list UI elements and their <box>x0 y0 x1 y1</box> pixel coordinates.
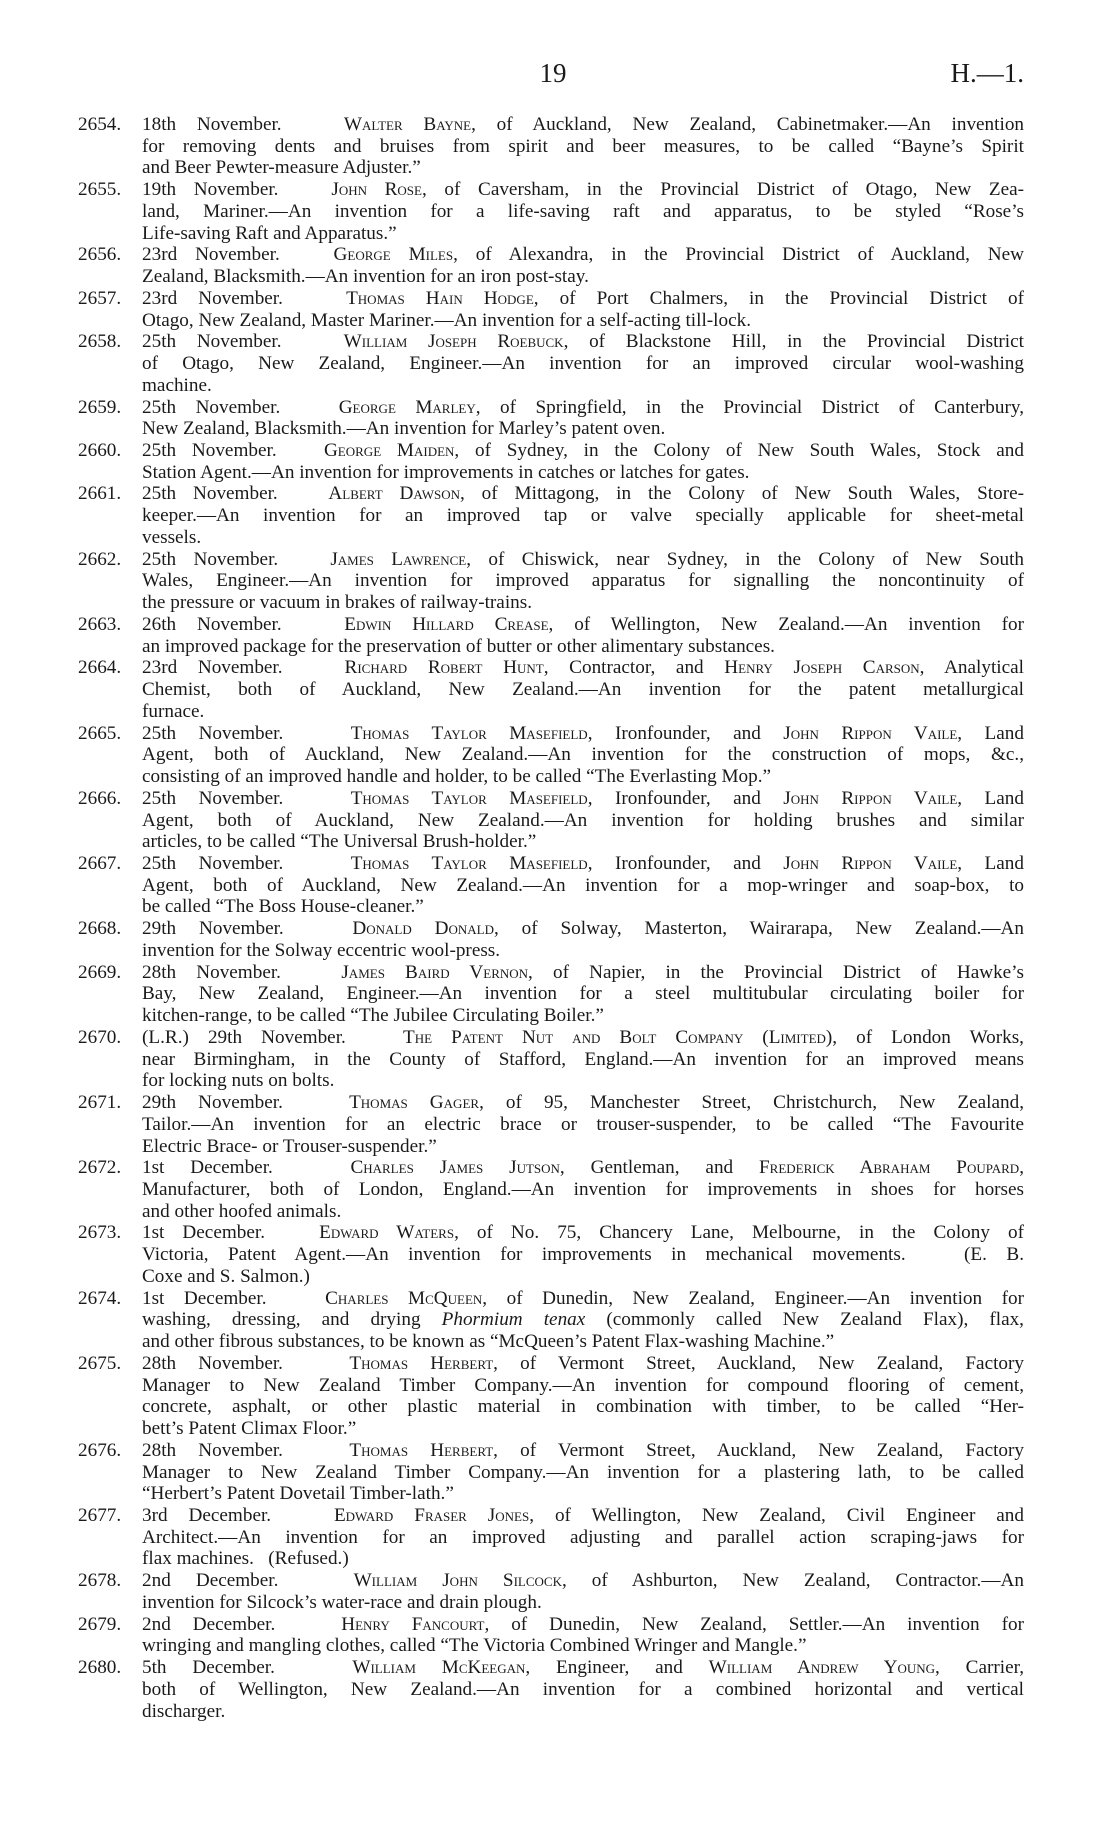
entry-line: concrete, asphalt, or other plastic material in combination with timber, to be called “Her- <box>142 1396 1024 1418</box>
applicant-name: Edward Fraser Jones <box>333 1505 530 1526</box>
entry-line: and other hoofed animals. <box>142 1200 342 1222</box>
entry-line: 2680. 5th December. William McKeegan, Engineer, and William Andrew Young, Carrier, <box>78 1657 1025 1679</box>
applicant-name: James Baird Vernon <box>341 961 529 983</box>
entry-number: 2673. <box>78 1222 122 1244</box>
entry-line: both of Wellington, New Zealand.—An invention for a combined horizontal and vertical <box>142 1678 1024 1700</box>
entry-line: 2658. 25th November. William Joseph Roebuck, of Blackstone Hill, in the Provincial District <box>78 331 1024 353</box>
applicant-name: John Rose <box>331 179 422 201</box>
applicant-name: William Joseph Roebuck <box>343 331 564 353</box>
entry-line: Electric Brace- or Trouser-suspender.” <box>142 1135 437 1157</box>
entry-line: Victoria, Patent Agent.—An invention for improvements in mechanical movements. (E. B. <box>142 1244 1024 1266</box>
entry-line: Otago, New Zealand, Master Mariner.—An invention for a self-acting till-lock. <box>142 309 752 331</box>
applicant-name: John Rippon Vaile <box>783 852 958 874</box>
patent-entry <box>0 614 1114 657</box>
patent-entry <box>0 1222 1114 1287</box>
applicant-name: Richard Robert Hunt <box>344 657 544 679</box>
entry-line: Coxe and S. Salmon.) <box>142 1265 310 1287</box>
entry-line: Zealand, Blacksmith.—An invention for an iron post-stay. <box>142 266 589 288</box>
applicant-name: William John Silcock <box>353 1570 562 1592</box>
applicant-name: Henry Fancourt <box>341 1613 485 1635</box>
entry-line: 2673. 1st December. Edward Waters, of No. 75, Chancery Lane, Melbourne, in the Colony of <box>78 1222 1024 1244</box>
entry-line: 2676. 28th November. Thomas Herbert, of Vermont Street, Auckland, New Zealand, Factory <box>78 1439 1024 1461</box>
applicant-name: Thomas Taylor Masefield <box>350 787 588 809</box>
patent-entry <box>0 723 1114 788</box>
patent-entry <box>0 1614 1114 1657</box>
entry-number: 2659. <box>78 396 122 418</box>
applicant-name: Charles McQueen <box>325 1287 483 1309</box>
entry-number: 2678. <box>78 1570 122 1592</box>
entry-line: wringing and mangling clothes, called “The Victoria Combined Wringer and Mangle.” <box>142 1635 807 1657</box>
entry-line: Wales, Engineer.—An invention for improved apparatus for signalling the noncontinuity of <box>142 570 1024 592</box>
patent-entry <box>0 440 1114 483</box>
entry-line: Life-saving Raft and Apparatus.” <box>142 222 397 244</box>
patent-entry <box>0 1505 1114 1570</box>
entry-line: flax machines. (Refused.) <box>142 1548 349 1570</box>
entry-line: machine. <box>142 374 212 396</box>
entry-line: the pressure or vacuum in brakes of railway-trains. <box>142 592 533 614</box>
patent-entry <box>0 1027 1114 1092</box>
entry-line: Station Agent.—An invention for improvements in catches or latches for gates. <box>142 461 750 483</box>
patent-entry <box>0 549 1114 614</box>
entry-line: 2660. 25th November. George Maiden, of Sydney, in the Colony of New South Wales, Stock and <box>78 440 1024 462</box>
applicant-name: Thomas Herbert <box>349 1352 494 1374</box>
entry-line: 2672. 1st December. Charles James Jutson, Gentleman, and Frederick Abraham Poupard, <box>78 1157 1024 1179</box>
entry-line: 2657. 23rd November. Thomas Hain Hodge, of Port Chalmers, in the Provincial District of <box>78 287 1024 309</box>
entry-number: 2665. <box>78 722 122 744</box>
entry-line: 2667. 25th November. Thomas Taylor Masefield, Ironfounder, and John Rippon Vaile, Land <box>78 852 1024 874</box>
entry-line: 2659. 25th November. George Marley, of Springfield, in the Provincial District of Canterbury, <box>78 396 1025 418</box>
applicant-name: John Rippon Vaile <box>783 722 958 744</box>
applicant-name: Donald Donald <box>352 918 494 940</box>
applicant-name: Walter Bayne <box>343 114 472 135</box>
entry-line: washing, dressing, and drying Phormium tenax (commonly called New Zealand Flax), flax, <box>142 1309 1024 1331</box>
entry-number: 2654. <box>78 114 122 135</box>
entry-line: 2662. 25th November. James Lawrence, of Chiswick, near Sydney, in the Colony of New South <box>78 548 1024 570</box>
entry-line: 2670. (L.R.) 29th November. The Patent Nut and Bolt Company (Limited), of London Works, <box>78 1026 1024 1048</box>
entry-line: Agent, both of Auckland, New Zealand.—An invention for the construction of mops, &c., <box>142 744 1024 766</box>
patent-entry <box>0 788 1114 853</box>
entry-number: 2658. <box>78 331 122 353</box>
entry-line: 2665. 25th November. Thomas Taylor Masefield, Ironfounder, and John Rippon Vaile, Land <box>78 722 1024 744</box>
applicant-name: Albert Dawson <box>328 483 460 505</box>
applicant-name: William Andrew Young <box>708 1657 936 1679</box>
applicant-name: Edward Waters <box>319 1222 455 1244</box>
entry-line: kitchen-range, to be called “The Jubilee Circulating Boiler.” <box>142 1005 604 1027</box>
patent-entry <box>0 1092 1114 1157</box>
entry-line: invention for Silcock’s water-race and drain plough. <box>142 1591 542 1613</box>
entry-line: 2679. 2nd December. Henry Fancourt, of Dunedin, New Zealand, Settler.—An invention for <box>78 1613 1024 1635</box>
entry-number: 2675. <box>78 1352 122 1374</box>
entry-number: 2667. <box>78 852 122 874</box>
patent-entry <box>0 1440 1114 1505</box>
entry-line: Chemist, both of Auckland, New Zealand.—An invention for the patent metallurgical <box>142 679 1024 701</box>
entry-line: 2669. 28th November. James Baird Vernon, of Napier, in the Provincial District of Hawke’s <box>78 961 1024 983</box>
entry-number: 2669. <box>78 961 122 983</box>
entry-line: Manager to New Zealand Timber Company.—An invention for a plastering lath, to be called <box>142 1461 1024 1483</box>
applicant-name: James Lawrence <box>330 548 467 570</box>
patent-entry <box>0 1288 1114 1353</box>
applicant-name: William McKeegan <box>352 1657 526 1679</box>
patent-entry <box>0 331 1114 396</box>
entry-number: 2661. <box>78 483 122 505</box>
entry-line: Agent, both of Auckland, New Zealand.—An invention for holding brushes and similar <box>142 809 1024 831</box>
entry-line: for locking nuts on bolts. <box>142 1070 335 1092</box>
entry-line: for removing dents and bruises from spirit and beer measures, to be called “Bayne’s Spirit <box>142 135 1024 157</box>
applicant-name: Thomas Hain Hodge <box>346 287 534 309</box>
patent-entry <box>0 1157 1114 1222</box>
entry-line: 2666. 25th November. Thomas Taylor Masefield, Ironfounder, and John Rippon Vaile, Land <box>78 787 1024 809</box>
applicant-name: Thomas Gager <box>349 1092 480 1114</box>
entry-number: 2663. <box>78 613 122 635</box>
applicant-name: Frederick Abraham Poupard <box>759 1157 1020 1179</box>
patent-entry <box>0 657 1114 722</box>
patent-entry <box>0 1570 1114 1613</box>
entry-number: 2670. <box>78 1026 122 1048</box>
entry-line: near Birmingham, in the County of Stafford, England.—An invention for an improved means <box>142 1048 1024 1070</box>
entry-line: be called “The Boss House-cleaner.” <box>142 896 424 918</box>
patent-entry <box>0 179 1114 244</box>
entry-line: discharger. <box>142 1700 226 1722</box>
patent-entry <box>0 853 1114 918</box>
entry-number: 2676. <box>78 1439 122 1461</box>
entry-line: articles, to be called “The Universal Brush-holder.” <box>142 831 537 853</box>
entry-line: Tailor.—An invention for an electric brace or trouser-suspender, to be called “The Favourite <box>142 1113 1024 1135</box>
entry-line: 2675. 28th November. Thomas Herbert, of Vermont Street, Auckland, New Zealand, Factory <box>78 1352 1024 1374</box>
applicant-name: Henry Joseph Carson <box>724 657 920 679</box>
entry-number: 2680. <box>78 1657 122 1679</box>
entry-line: Manager to New Zealand Timber Company.—An invention for compound flooring of cement, <box>142 1374 1024 1396</box>
applicant-name: Edwin Hillard Crease <box>344 613 549 635</box>
applicant-name: Thomas Taylor Masefield <box>350 722 588 744</box>
applicant-name: Thomas Herbert <box>349 1439 494 1461</box>
entry-line: consisting of an improved handle and holder, to be called “The Everlasting Mop.” <box>142 766 772 788</box>
entry-line: vessels. <box>142 526 202 548</box>
patent-entry <box>0 918 1114 961</box>
patent-entry <box>0 114 1114 179</box>
applicant-name: John Rippon Vaile <box>783 787 958 809</box>
entry-number: 2657. <box>78 287 122 309</box>
entry-line: 2661. 25th November. Albert Dawson, of Mittagong, in the Colony of New South Wales, Store- <box>78 483 1024 505</box>
entry-line: 2671. 29th November. Thomas Gager, of 95, Manchester Street, Christchurch, New Zealand, <box>78 1092 1025 1114</box>
patent-entry <box>0 397 1114 440</box>
entry-line: 2654. 18th November. Walter Bayne, of Auckland, New Zealand, Cabinetmaker.—An invention <box>78 114 1025 135</box>
entry-number: 2671. <box>78 1092 122 1114</box>
patent-entry <box>0 962 1114 1027</box>
page-number: 19 <box>539 58 567 88</box>
entry-line: 2656. 23rd November. George Miles, of Alexandra, in the Provincial District of Auckland, New <box>78 244 1024 266</box>
applicant-name: George Maiden <box>323 440 455 462</box>
entry-number: 2677. <box>78 1505 122 1526</box>
entry-line: 2655. 19th November. John Rose, of Caversham, in the Provincial District of Otago, New Zea- <box>78 179 1024 201</box>
patent-entry <box>0 1657 1114 1722</box>
entry-line: “Herbert’s Patent Dovetail Timber-lath.” <box>142 1483 454 1505</box>
entry-line: and Beer Pewter-measure Adjuster.” <box>142 157 421 179</box>
entry-number: 2672. <box>78 1157 122 1179</box>
entry-line: 2677. 3rd December. Edward Fraser Jones, of Wellington, New Zealand, Civil Engineer and <box>78 1505 1024 1526</box>
entry-line: Architect.—An invention for an improved adjusting and parallel action scraping-jaws for <box>142 1526 1024 1548</box>
applicant-name: The Patent Nut and Bolt Company (Limited) <box>402 1026 833 1048</box>
applicant-name: Thomas Taylor Masefield <box>350 852 588 874</box>
entry-line: 2668. 29th November. Donald Donald, of Solway, Masterton, Wairarapa, New Zealand.—An <box>78 918 1025 940</box>
entry-line: New Zealand, Blacksmith.—An invention for Marley’s patent oven. <box>142 418 666 440</box>
entry-line: and other fibrous substances, to be known as “McQueen’s Patent Flax-washing Machine.” <box>142 1331 835 1353</box>
entry-number: 2674. <box>78 1287 122 1309</box>
entry-number: 2656. <box>78 244 122 266</box>
entry-line: 2678. 2nd December. William John Silcock, of Ashburton, New Zealand, Contractor.—An <box>78 1570 1024 1592</box>
entry-line: 2663. 26th November. Edwin Hillard Crease, of Wellington, New Zealand.—An invention for <box>78 613 1024 635</box>
entry-line: land, Mariner.—An invention for a life-saving raft and apparatus, to be styled “Rose’s <box>142 200 1024 222</box>
entry-number: 2660. <box>78 440 122 462</box>
entry-number: 2679. <box>78 1613 122 1635</box>
entry-line: 2664. 23rd November. Richard Robert Hunt, Contractor, and Henry Joseph Carson, Analytical <box>78 657 1024 679</box>
patent-entry <box>0 288 1114 331</box>
entry-line: invention for the Solway eccentric wool-press. <box>142 939 501 961</box>
applicant-name: George Marley <box>338 396 476 418</box>
entry-line: Agent, both of Auckland, New Zealand.—An invention for a mop-wringer and soap-box, to <box>142 874 1024 896</box>
entry-number: 2655. <box>78 179 122 201</box>
italic-term: Phormium tenax <box>441 1309 586 1331</box>
document-reference: H.—1. <box>950 58 1024 88</box>
entry-line: an improved package for the preservation of butter or other alimentary substances. <box>142 635 775 657</box>
entry-line: keeper.—An invention for an improved tap or valve specially applicable for sheet-metal <box>142 505 1024 527</box>
entry-number: 2668. <box>78 918 122 940</box>
patent-entry <box>0 483 1114 548</box>
entry-number: 2666. <box>78 787 122 809</box>
applicant-name: Charles James Jutson <box>350 1157 560 1179</box>
entry-line: of Otago, New Zealand, Engineer.—An invention for an improved circular wool-washing <box>142 353 1024 375</box>
patent-entry <box>0 244 1114 287</box>
entry-line: furnace. <box>142 700 205 722</box>
patent-entry <box>0 1353 1114 1440</box>
entry-line: Bay, New Zealand, Engineer.—An invention for a steel multitubular circulating boiler for <box>142 983 1024 1005</box>
entry-number: 2662. <box>78 548 122 570</box>
entry-number: 2664. <box>78 657 122 679</box>
patent-entries-list <box>0 114 1114 1722</box>
entry-line: 2674. 1st December. Charles McQueen, of Dunedin, New Zealand, Engineer.—An invention for <box>78 1287 1025 1309</box>
entry-line: bett’s Patent Climax Floor.” <box>142 1418 357 1440</box>
applicant-name: George Miles <box>333 244 454 266</box>
entry-line: Manufacturer, both of London, England.—An invention for improvements in shoes for horses <box>142 1178 1024 1200</box>
